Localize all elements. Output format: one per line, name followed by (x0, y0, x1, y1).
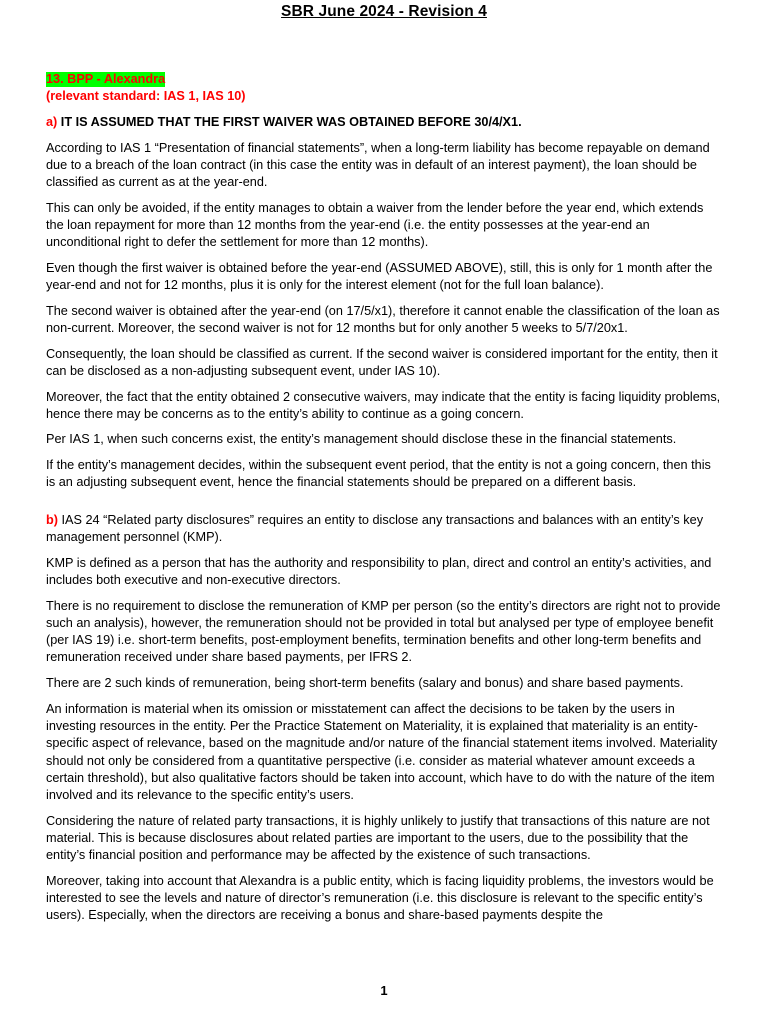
page-number: 1 (380, 983, 388, 998)
paragraph: Moreover, the fact that the entity obtained 2 consecutive waivers, may indicate that the entity is facing liquidity problems, hence there may be concerns as to the entity’s ability to continue as a going concern. (46, 389, 721, 421)
part-a-label: a) (46, 114, 58, 129)
paragraph: An information is material when its omission or misstatement can affect the decisions to be taken by the users in investing resources in the entity. Per the Practice Statement on Materiality, it is explained that materiality is an entity-specific aspect of relevance, based on the magnitude and/or nature of the financial statement items involved. Materiality should not only be considered from a quantitative perspective (i.e. consider as material whatever amount exceeds a certain threshold), but also qualitative factors should be taken into account, which have to do with the nature of the item involved and its relevance to the specific entity’s users. (46, 701, 718, 802)
part-b-label: b) (46, 513, 58, 528)
paragraph: Even though the first waiver is obtained before the year-end (ASSUMED ABOVE), still, this is only for 1 month after the year-end and not for 12 months, plus it is only for the interest element (not for the full loan balance). (46, 260, 713, 293)
part-b-intro-text: IAS 24 “Related party disclosures” requires an entity to disclose any transactions and balances with an entity’s key management personnel (KMP). (46, 513, 704, 545)
paragraph: There are 2 such kinds of remuneration, being short-term benefits (salary and bonus) and share based payments. (46, 676, 684, 691)
part-a-assumption (46, 114, 721, 131)
section-heading: 13. BPP - Alexandra (46, 72, 166, 86)
page-title: SBR June 2024 - Revision 4 (281, 3, 487, 20)
assumption-text: IT IS ASSUMED THAT THE FIRST WAIVER WAS OBTAINED BEFORE 30/4/X1. (57, 114, 522, 129)
paragraph: Consequently, the loan should be classified as current. If the second waiver is considered important for the entity, then it can be disclosed as a non-adjusting subsequent event, under IAS 10). (46, 346, 718, 378)
paragraph: If the entity’s management decides, within the subsequent event period, that the entity is not a going concern, then this is an adjusting subsequent event, hence the financial statements should be prepared on a different basis. (46, 458, 711, 490)
part-b-intro (46, 512, 721, 546)
paragraph: Moreover, taking into account that Alexandra is a public entity, which is facing liquidity problems, the investors would be interested to see the levels and nature of director’s remuneration (i.e. this disclosure is relevant to the specific entity’s users). Especially, when the directors are receiving a bonus and share-based payments despite the (46, 873, 714, 923)
spacer (46, 500, 721, 512)
paragraph: KMP is defined as a person that has the authority and responsibility to plan, direct and control an entity’s activities, and includes both executive and non-executive directors. (46, 555, 712, 588)
document-body (46, 71, 721, 933)
paragraph: Per IAS 1, when such concerns exist, the entity’s management should disclose these in the financial statements. (46, 432, 677, 447)
relevant-standard: (relevant standard: IAS 1, IAS 10) (46, 89, 246, 104)
paragraph: According to IAS 1 “Presentation of financial statements”, when a long-term liability has become repayable on demand due to a breach of the loan contract (in this case the entity was in default of an interest payment), the loan should be classified as current as at the year-end. (46, 140, 710, 190)
paragraph: This can only be avoided, if the entity manages to obtain a waiver from the lender before the year end, which extends the loan repayment for more than 12 months from the year-end (i.e. the entity possesses at the year-end an unconditional right to defer the settlement for more than 12 months). (46, 200, 704, 250)
paragraph: The second waiver is obtained after the year-end (on 17/5/x1), therefore it cannot enable the classification of the loan as non-current. Moreover, the second waiver is not for 12 months but for only another 5 weeks to 5/7/20x1. (46, 303, 720, 335)
paragraph: Considering the nature of related party transactions, it is highly unlikely to justify that transactions of this nature are not material. This is because disclosures about related parties are important to the users, due to the possibility that the entity’s financial position and performance may be affected by the existence of such transactions. (46, 813, 710, 863)
paragraph: There is no requirement to disclose the remuneration of KMP per person (so the entity’s directors are right not to provide such an analysis), however, the remuneration should not be provided in total but analysed per type of employee benefit (per IAS 19) i.e. short-term benefits, post-employment benefits, termination benefits and other long-term benefits and remuneration received under share based payments, per IFRS 2. (46, 598, 721, 665)
